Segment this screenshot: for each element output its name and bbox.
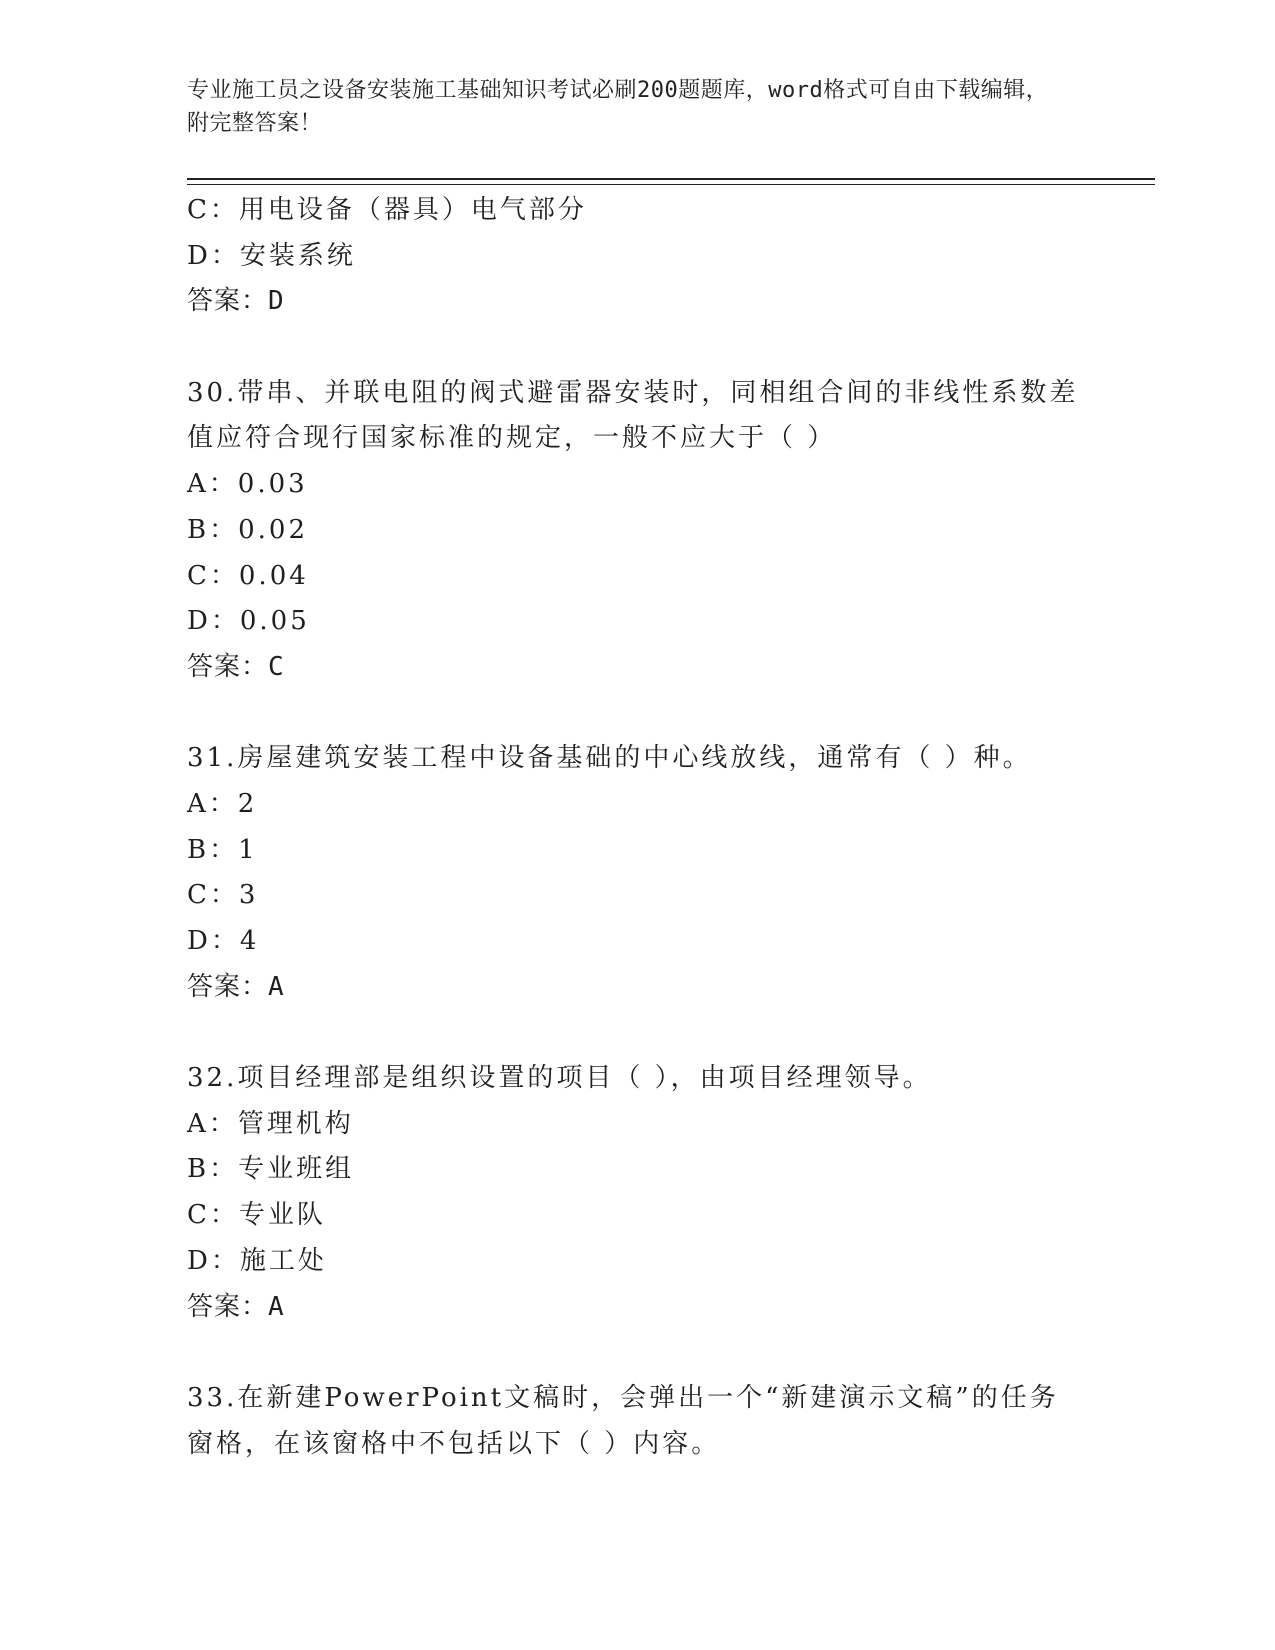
question-33-text-cont: 窗格，在该窗格中不包括以下（ ）内容。 xyxy=(187,1428,721,1459)
question-list xyxy=(187,188,1087,1467)
spacer xyxy=(187,691,1087,737)
answer-label: 答案：D xyxy=(187,286,285,317)
question-30-text: 30.带串、并联电阻的阀式避雷器安装时，同相组合间的非线性系数差 xyxy=(187,377,1079,408)
header-divider xyxy=(187,178,1155,185)
spacer xyxy=(187,325,1087,371)
spacer xyxy=(187,1330,1087,1376)
question-30-option-b: B：0.02 xyxy=(187,514,308,545)
question-32-option-a: A：管理机构 xyxy=(187,1108,354,1139)
question-30-option-a: A：0.03 xyxy=(187,469,308,500)
question-31-option-c: C：3 xyxy=(187,880,259,911)
question-30-text-cont: 值应符合现行国家标准的规定，一般不应大于（ ） xyxy=(187,423,837,454)
question-33-text: 33.在新建PowerPoint文稿时，会弹出一个“新建演示文稿”的任务 xyxy=(187,1382,1059,1413)
document-header-title: 专业施工员之设备安装施工基础知识考试必刷200题题库，word格式可自由下载编辑，附完整答案！ xyxy=(187,78,1049,136)
question-31-option-b: B：1 xyxy=(187,834,258,865)
question-31-text: 31.房屋建筑安装工程中设备基础的中心线放线，通常有（ ）种。 xyxy=(187,743,1032,774)
question-30-option-d: D：0.05 xyxy=(187,606,310,637)
question-32-option-c: C：专业队 xyxy=(187,1200,326,1231)
question-30-answer: 答案：C xyxy=(187,651,285,682)
question-32-option-d: D：施工处 xyxy=(187,1245,327,1276)
question-31-answer: 答案：A xyxy=(187,971,285,1002)
option-c: C：用电设备（器具）电气部分 xyxy=(187,195,587,225)
question-30-option-c: C：0.04 xyxy=(187,560,309,591)
option-d: D：安装系统 xyxy=(187,240,356,271)
question-32-answer: 答案：A xyxy=(187,1291,285,1322)
question-31-option-a: A：2 xyxy=(187,788,258,819)
question-32-text: 32.项目经理部是组织设置的项目（ ），由项目经理领导。 xyxy=(187,1063,932,1094)
question-32-option-b: B：专业班组 xyxy=(187,1154,355,1185)
spacer xyxy=(187,1010,1087,1056)
question-31-option-d: D：4 xyxy=(187,926,260,956)
